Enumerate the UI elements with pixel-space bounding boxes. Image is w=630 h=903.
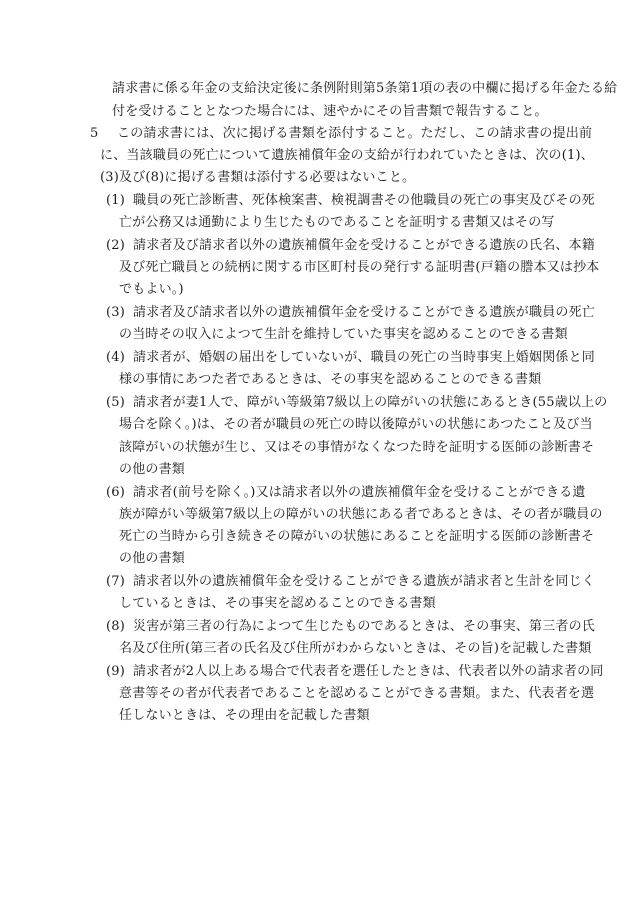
subitem-3 bbox=[106, 305, 595, 321]
subitem-number: (1) bbox=[106, 193, 126, 208]
subitem-line: 請求者が2人以上ある場合で代表者を選任したときは、代表者以外の請求者の同 bbox=[133, 664, 604, 679]
subitem-9 bbox=[106, 664, 603, 680]
subitem-line: 死亡の当時から引き続きその障がいの状態にあることを証明する医師の診断書そ bbox=[119, 529, 595, 544]
subitem-line: 請求者以外の遺族補償年金を受けることができる遺族が請求者と生計を同じく bbox=[133, 574, 596, 589]
subitem-number: (3) bbox=[106, 305, 126, 320]
subitem-line: 場合を除く。)は、その者が職員の死亡の時以後障がいの状態にあつたこと及び当 bbox=[119, 417, 593, 432]
intro-line: 付を受けることとなつた場合には、速やかにその旨書類で報告すること。 bbox=[112, 104, 548, 119]
subitem-5 bbox=[106, 395, 608, 411]
subitem-number: (7) bbox=[106, 574, 126, 589]
item-5-line: に、当該職員の死亡について遺族補償年金の支給が行われていたときは、次の(1)、 bbox=[100, 148, 594, 163]
subitem-8 bbox=[106, 619, 595, 635]
subitem-line: の他の書類 bbox=[119, 462, 186, 477]
subitem-line: 該障がいの状態が生じ、又はその事情がなくなつた時を証明する医師の診断書そ bbox=[119, 440, 595, 455]
item-5-line: (3)及び(8)に掲げる書類は添付する必要はないこと。 bbox=[100, 170, 416, 185]
subitem-line: 請求者及び請求者以外の遺族補償年金を受けることができる遺族が職員の死亡 bbox=[133, 305, 596, 320]
subitem-line: 族が障がい等級第7級以上の障がいの状態にある者であるときは、その者が職員の bbox=[119, 507, 603, 522]
intro-line: 請求書に係る年金の支給決定後に条例附則第5条第1項の表の中欄に掲げる年金たる給 bbox=[112, 81, 618, 96]
item-number: 5 bbox=[90, 126, 99, 141]
item-5 bbox=[90, 126, 592, 142]
subitem-line: 意書等その者が代表者であることを認めることができる書類。また、代表者を選 bbox=[119, 686, 595, 701]
subitem-4 bbox=[106, 350, 595, 366]
subitem-2 bbox=[106, 238, 595, 254]
subitem-number: (8) bbox=[106, 619, 126, 634]
subitem-6 bbox=[106, 485, 586, 501]
subitem-line: 亡が公務又は通勤により生じたものであることを証明する書類又はその写 bbox=[119, 215, 555, 230]
subitem-line: 請求者が妻1人で、障がい等級第7級以上の障がいの状態にあるとき(55歳以上の bbox=[133, 395, 608, 410]
subitem-line: の他の書類 bbox=[119, 551, 186, 566]
subitem-line: でもよい。) bbox=[119, 282, 184, 297]
subitem-line: 任しないときは、その理由を記載した書類 bbox=[119, 708, 370, 723]
subitem-line: 請求者が、婚姻の届出をしていないが、職員の死亡の当時事実上婚姻関係と同 bbox=[133, 350, 596, 365]
subitem-line: しているときは、その事実を認めることのできる書類 bbox=[119, 596, 436, 611]
subitem-line: 職員の死亡診断書、死体検案書、検視調書その他職員の死亡の事実及びその死 bbox=[133, 193, 596, 208]
subitem-line: 名及び住所(第三者の氏名及び住所がわからないときは、その旨)を記載した書類 bbox=[119, 641, 592, 656]
subitem-1 bbox=[106, 193, 595, 209]
subitem-line: 災害が第三者の行為によつて生じたものであるときは、その事実、第三者の氏 bbox=[133, 619, 596, 634]
subitem-number: (4) bbox=[106, 350, 126, 365]
subitem-number: (5) bbox=[106, 395, 126, 410]
subitem-line: 請求者及び請求者以外の遺族補償年金を受けることができる遺族の氏名、本籍 bbox=[133, 238, 596, 253]
subitem-line: 及び死亡職員との続柄に関する市区町村長の発行する証明書(戸籍の謄本又は抄本 bbox=[119, 260, 600, 275]
subitem-line: 請求者(前号を除く。)又は請求者以外の遺族補償年金を受けることができる遺 bbox=[133, 485, 586, 500]
subitem-line: 様の事情にあつた者であるときは、その事実を認めることのできる書類 bbox=[119, 372, 542, 387]
subitem-line: の当時その収入によつて生計を維持していた事実を認めることのできる書類 bbox=[119, 327, 568, 342]
subitem-number: (6) bbox=[106, 485, 126, 500]
subitem-number: (2) bbox=[106, 238, 126, 253]
item-line: この請求書には、次に掲げる書類を添付すること。ただし、この請求書の提出前 bbox=[117, 126, 593, 141]
subitem-7 bbox=[106, 574, 595, 590]
subitem-number: (9) bbox=[106, 664, 126, 679]
